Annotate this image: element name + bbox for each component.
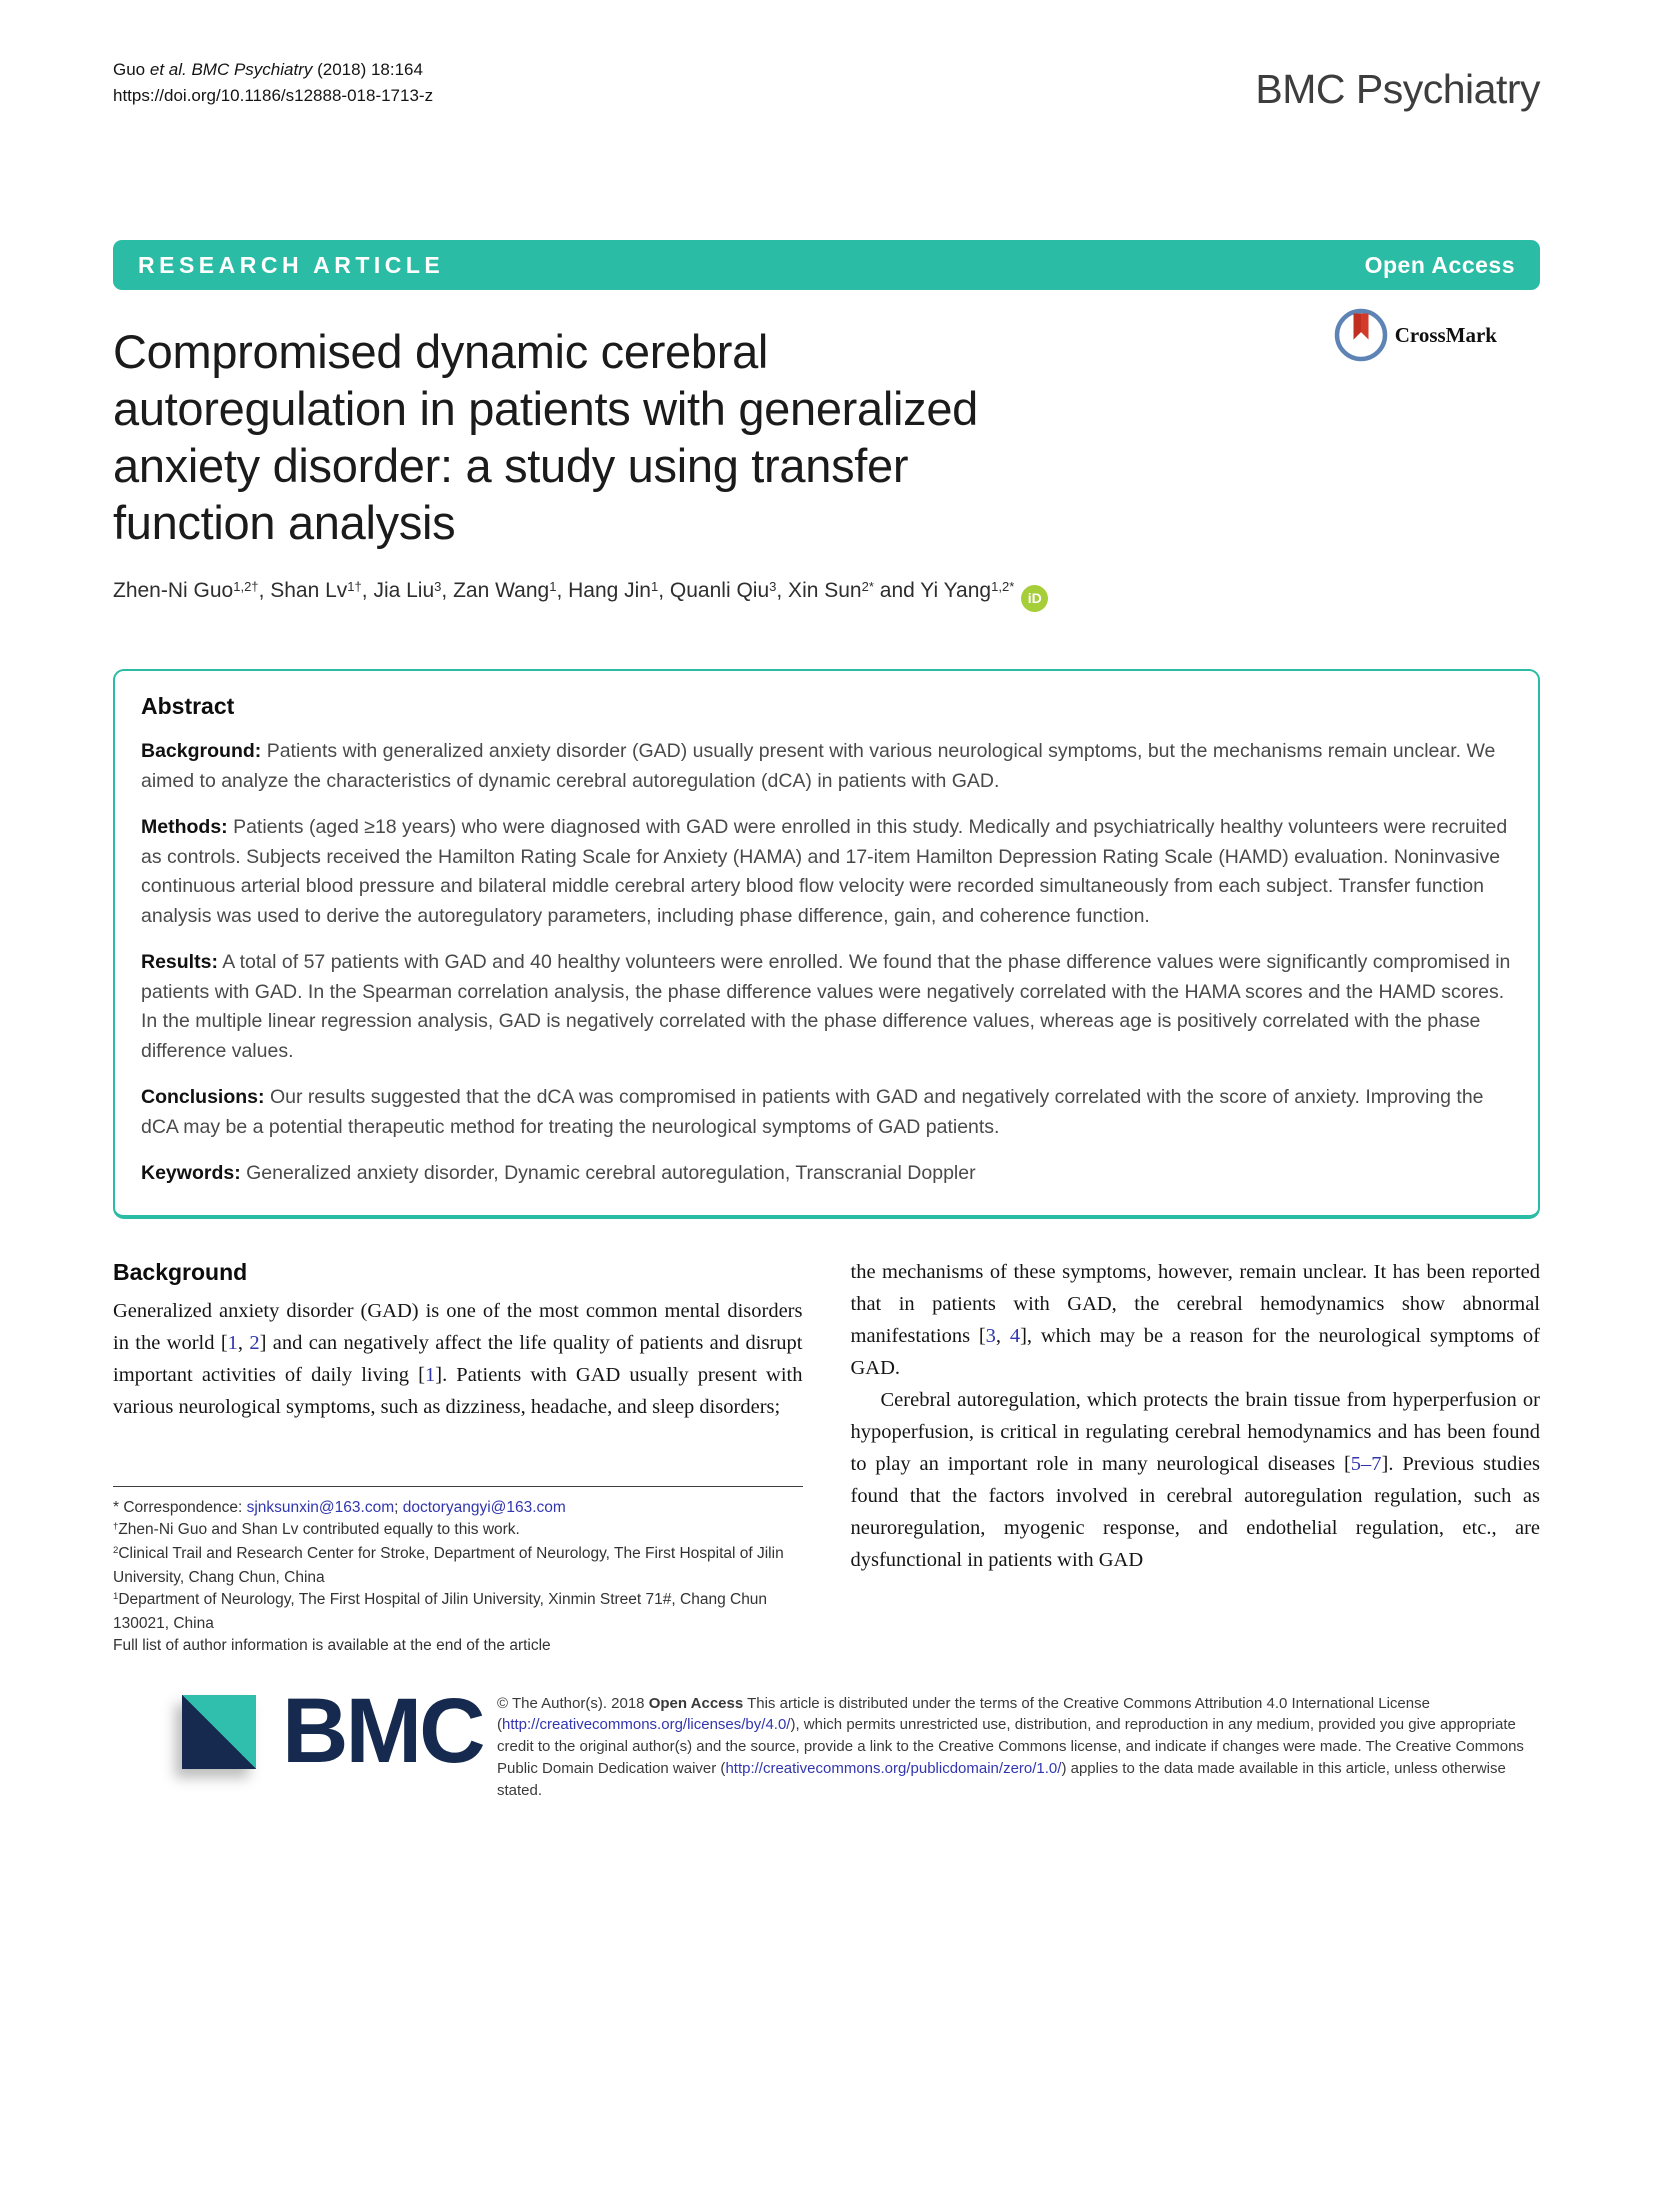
citation-ref[interactable]: 1 — [227, 1331, 238, 1354]
abstract-background-text: Patients with generalized anxiety disorder (GAD) usually present with various neurological symptoms, but the mechanisms remain unclear. We aimed to analyze the characteristics of dynamic cerebral autoregulation (dCA) in patients with GAD. — [141, 740, 1496, 792]
doi-link[interactable]: https://doi.org/10.1186/s12888-018-1713-z — [113, 85, 434, 105]
hyperlink[interactable]: http://creativecommons.org/publicdomain/zero/1.0/ — [725, 1759, 1062, 1777]
abstract-results-text: A total of 57 patients with GAD and 40 healthy volunteers were enrolled. We found that the phase difference values were significantly compromised in patients with GAD. In the Spearman correlation analysis, the phase difference values were negatively correlated with the HAMA scores and the HAMD scores. In the multiple linear regression analysis, GAD is negatively correlated with the phase difference values, whereas age is positively correlated with the phase difference values. — [141, 951, 1511, 1062]
page-header — [113, 0, 1540, 112]
abstract-keywords — [141, 1159, 1512, 1189]
full-author-list-note: Full list of author information is available at the end of the article — [113, 1636, 551, 1654]
abstract-conclusions-text: Our results suggested that the dCA was compromised in patients with GAD and negatively correlated with the score of anxiety. Improving the dCA may be a potential therapeutic method for treating the neurological symptoms of GAD patients. — [141, 1086, 1484, 1138]
abstract-methods — [141, 813, 1512, 931]
abstract-methods-text: Patients (aged ≥18 years) who were diagnosed with GAD were enrolled in this study. Medically and psychiatrically healthy volunteers were recruited as controls. Subjects received the Hamilton Rating Scale for Anxiety (HAMA) and 17-item Hamilton Depression Rating Scale (HAMD) evaluation. Noninvasive continuous arterial blood pressure and bilateral middle cerebral artery blood flow velocity were recorded simultaneously from each subject. Transfer function analysis was used to derive the autoregulatory parameters, including phase difference, gain, and coherence function. — [141, 816, 1508, 927]
keywords-text: Generalized anxiety disorder, Dynamic cerebral autoregulation, Transcranial Doppler — [246, 1162, 976, 1184]
citation-line: Guo et al. BMC Psychiatry (2018) 18:164 — [113, 60, 423, 79]
article-title — [113, 323, 1540, 551]
left-column — [113, 1256, 803, 1657]
orcid-icon[interactable]: iD — [1021, 585, 1048, 612]
citation-ref[interactable]: 1 — [425, 1363, 436, 1386]
affiliation-1: $^1$Department of Neurology, The First Hospital of Jilin University, Xinmin Street 71#, Chang Chun 130021, China — [113, 1590, 768, 1632]
journal-name: BMC Psychiatry — [1255, 66, 1540, 112]
research-article-banner — [113, 240, 1540, 290]
article-category-label: RESEARCH ARTICLE — [138, 251, 445, 278]
hyperlink[interactable]: doctoryangyi@163.com — [402, 1498, 566, 1516]
body-paragraph: the mechanisms of these symptoms, however, remain unclear. It has been reported that in patients with GAD, the cerebral hemodynamics show abnormal manifestations [3, 4], which may be a reason for the neurological symptoms of GAD. — [850, 1260, 1541, 1379]
abstract-background-label: Background: — [141, 740, 262, 762]
citation-ref[interactable]: 5–7 — [1350, 1452, 1382, 1475]
crossmark-icon — [1334, 308, 1388, 362]
crossmark-badge[interactable] — [1334, 308, 1497, 362]
abstract-results-label: Results: — [141, 951, 218, 973]
hyperlink[interactable]: http://creativecommons.org/licenses/by/4.0/ — [502, 1716, 791, 1734]
hyperlink[interactable]: sjnksunxin@163.com — [246, 1498, 395, 1516]
abstract-box — [113, 669, 1540, 1219]
abstract-conclusions — [141, 1083, 1512, 1142]
footnote-block — [113, 1486, 803, 1657]
background-heading: Background — [113, 1258, 248, 1285]
crossmark-label: CrossMark — [1394, 322, 1497, 347]
body-paragraph: Cerebral autoregulation, which protects the brain tissue from hyperperfusion or hypoperfusion, is critical in regulating cerebral hemodynamics and has been found to play an important role in many neurological diseases [5–7]. Previous studies found that the factors involved in cerebral autoregulation regulation, such as neuroregulation, myogenic response, and endothelial regulation, etc., are dysfunctional in patients with GAD — [850, 1388, 1540, 1571]
title-line: function analysis — [113, 496, 456, 549]
right-column — [851, 1256, 1541, 1657]
bmc-logo — [113, 1679, 497, 1782]
author-names: Zhen-Ni Guo$^{1,2\dagger}$, Shan $Lv^{1\dagger}$, Jia Liu$^3$, Zan Wang$^1$, Hang Jin$^1$, Quanli Qiu$^3$, Xin Sun$^{2*}$ and Yi Yang$^{1,2*}$ — [113, 578, 1015, 602]
background-paragraph: Generalized anxiety disorder (GAD) is one of the most common mental disorders in the world [1, 2] and can negatively affect the life quality of patients and disrupt important activities of daily living [1]. Patients with GAD usually present with various neurological symptoms, such as dizziness, headache, and sleep disorders; — [113, 1299, 803, 1418]
citation-ref[interactable]: 2 — [249, 1331, 260, 1354]
abstract-methods-label: Methods: — [141, 816, 228, 838]
title-line: autoregulation in patients with generalized — [113, 382, 979, 435]
keywords-label: Keywords: — [141, 1162, 241, 1184]
abstract-conclusions-label: Conclusions: — [141, 1086, 265, 1108]
bmc-wordmark: BMC — [282, 1679, 483, 1782]
author-line — [113, 579, 1540, 612]
citation-ref[interactable]: 3 — [985, 1324, 996, 1347]
abstract-results — [141, 948, 1512, 1066]
affiliation-2: $^2$Clinical Trail and Research Center for Stroke, Department of Neurology, The First Hospital of Jilin University, Chang Chun, China — [113, 1544, 784, 1586]
equal-contribution-note: †Zhen-Ni Guo and Shan Lv contributed equally to this work. — [113, 1520, 520, 1538]
page-footer — [113, 1681, 1540, 1802]
citation-ref[interactable]: 4 — [1009, 1324, 1021, 1347]
abstract-heading: Abstract — [141, 693, 235, 719]
title-line: anxiety disorder: a study using transfer — [113, 439, 909, 492]
open-access-label: Open Access — [1364, 251, 1515, 278]
license-text: © The Author(s). 2018 Open Access This article is distributed under the terms of the Creative Commons Attribution 4.0 International License (http://creativecommons.org/licenses/by/4.0/), which permits unrestricted use, distribution, and reproduction in any medium, provided you give appropriate credit to the original author(s) and the source, provide a link to the Creative Commons license, and indicate if changes were made. The Creative Commons Public Domain Dedication waiver (http://creativecommons.org/publicdomain/zero/1.0/) applies to the data made available in this article, unless otherwise stated. — [497, 1694, 1524, 1799]
abstract-background — [141, 737, 1512, 796]
correspondence-line: * Correspondence: sjnksunxin@163.com; doctoryangyi@163.com — [113, 1498, 566, 1516]
title-line: Compromised dynamic cerebral — [113, 325, 769, 378]
body-columns — [113, 1256, 1540, 1657]
bmc-logo-icon — [182, 1695, 256, 1769]
